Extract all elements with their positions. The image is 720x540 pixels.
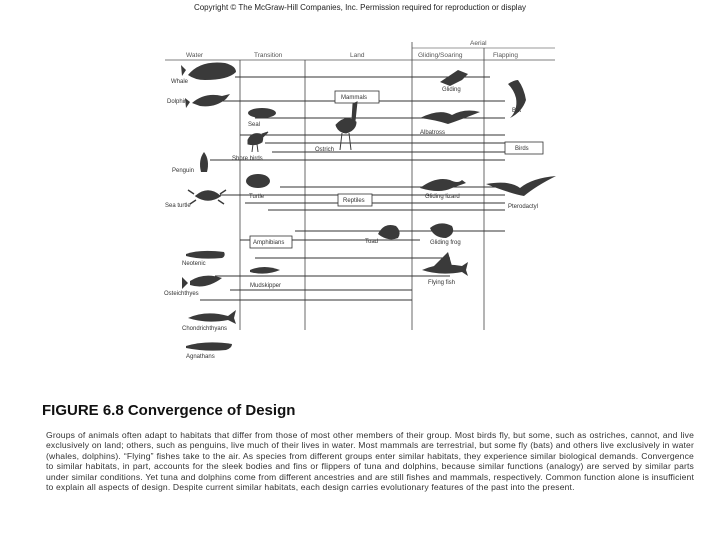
sea-turtle-icon	[188, 190, 226, 204]
agnathans-icon	[186, 342, 232, 350]
chondrichthyans-icon	[188, 310, 236, 324]
group-birds: Birds	[515, 146, 529, 152]
label-flying-fish: Flying fish	[428, 280, 456, 286]
label-albatross: Albatross	[420, 130, 446, 136]
label-dolphin: Dolphin	[167, 99, 188, 105]
header-flapping: Flapping	[493, 52, 518, 59]
group-reptiles: Reptiles	[343, 198, 365, 204]
label-gliding: Gliding	[442, 87, 461, 93]
header-water: Water	[186, 52, 204, 59]
gliding-lizard-icon	[420, 179, 466, 191]
label-bat: Bat	[512, 108, 522, 114]
label-osteichthyes: Osteichthyes	[164, 291, 199, 297]
penguin-icon	[200, 152, 208, 172]
label-seal: Seal	[248, 122, 261, 128]
label-whale: Whale	[171, 79, 189, 85]
gliding-frog-icon	[430, 223, 453, 238]
header-aerial: Aerial	[470, 40, 487, 47]
label-sea-turtle: Sea turtle	[165, 203, 191, 209]
gliding-mammal-icon	[440, 70, 468, 86]
header-gliding-soaring: Gliding/Soaring	[418, 52, 463, 59]
dolphin-icon	[185, 94, 230, 108]
header-transition: Transition	[254, 52, 283, 59]
label-toad: Toad	[365, 239, 379, 245]
header-land: Land	[350, 52, 365, 59]
flying-fish-icon	[422, 252, 468, 276]
copyright-notice: Copyright © The McGraw-Hill Companies, Inc. Permission required for reproduction or display	[193, 3, 527, 12]
label-gliding-frog: Gliding frog	[430, 240, 461, 246]
label-penguin: Penguin	[172, 168, 195, 174]
neotenic-icon	[186, 251, 225, 259]
toad-icon	[378, 225, 400, 239]
mudskipper-icon	[250, 267, 280, 274]
label-ostrich: Ostrich	[315, 147, 335, 153]
group-amphibians: Amphibians	[253, 240, 285, 246]
label-chondrichthyans: Chondrichthyans	[182, 326, 228, 332]
label-neotenic: Neotenic	[182, 261, 206, 267]
label-turtle: Turtle	[249, 194, 265, 200]
pterodactyl-icon	[486, 176, 556, 196]
label-agnathans: Agnathans	[186, 354, 215, 360]
label-pterodactyl: Pterodactyl	[508, 204, 539, 210]
whale-icon	[181, 63, 236, 81]
label-gliding-lizard: Gliding lizard	[425, 194, 460, 200]
label-mudskipper: Mudskipper	[250, 283, 282, 289]
seal-icon	[248, 108, 276, 118]
osteichthyes-icon	[182, 276, 222, 289]
group-mammals: Mammals	[341, 95, 368, 101]
turtle-icon	[246, 174, 270, 188]
albatross-icon	[420, 111, 480, 124]
label-shore-birds: Shore birds	[232, 156, 263, 162]
figure-title: FIGURE 6.8 Convergence of Design	[42, 402, 296, 419]
figure-caption: Groups of animals often adapt to habitats that differ from those of most other members of their group. Most birds fly, but some, such as ostriches, cannot, and live exclusively on land; others, such as penguins, live much of their lives in water. Most mammals are terrestrial, but some fly (bats) and others live exclusively in water (whales, dolphins). “Flying” fishes take to the air. As species from different groups enter similar habitats, they experience similar biological demands. Convergence to similar habitats, in part, accounts for the sleek bodies and fins or flippers of tuna and dolphins, because similar functions (analogy) are served by similar parts under similar conditions. Yet tuna and dolphins come from different ancestries and are still fishes and mammals, respectively. Common function alone is insufficient to explain all aspects of design. Despite current similar habitats, each design carries evolutionary features of the past into the present.	[46, 430, 694, 493]
